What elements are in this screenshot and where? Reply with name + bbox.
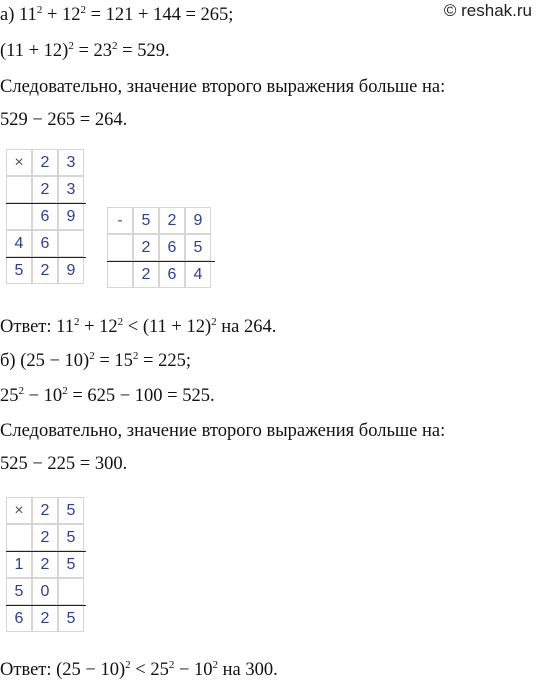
- grid-cell: 2: [32, 257, 58, 284]
- exponent: 2: [89, 350, 95, 362]
- grid-cell: 5: [185, 234, 211, 261]
- part-b-multiplication-grid: [6, 497, 84, 632]
- text: а) 11: [0, 5, 37, 25]
- part-b-line-1: [0, 350, 191, 372]
- grid-cell: 4: [185, 261, 211, 288]
- exponent: 2: [112, 40, 118, 52]
- part-a-conclusion: Следовательно, значение второго выражения больше на:: [0, 77, 446, 97]
- exponent: 2: [117, 316, 124, 328]
- exponent: 2: [125, 659, 131, 671]
- grid-cell: -: [107, 207, 133, 234]
- part-a-multiplication-grid: [6, 149, 84, 284]
- exponent: 2: [80, 4, 86, 16]
- text: 25: [0, 386, 19, 406]
- exponent: 2: [168, 659, 175, 671]
- part-a-answer: [0, 316, 276, 338]
- grid-cell: 4: [6, 230, 32, 257]
- exponent: 2: [18, 385, 24, 397]
- text: = 121 + 144 = 265;: [86, 5, 234, 25]
- grid-cell: [6, 524, 32, 551]
- text: − 10: [24, 386, 63, 406]
- grid-cell: 0: [32, 578, 58, 605]
- grid-cell: 6: [32, 203, 58, 230]
- grid-cell: [107, 234, 133, 261]
- part-b-line-2: [0, 385, 215, 407]
- text: = 15: [94, 351, 133, 371]
- text: на 264.: [216, 317, 277, 337]
- grid-cell: 3: [58, 176, 84, 203]
- grid-cell: [58, 578, 84, 605]
- exponent: 2: [211, 316, 217, 328]
- grid-cell: 2: [32, 551, 58, 578]
- grid-cell: ×: [6, 497, 32, 524]
- text: Ответ: 11: [0, 317, 74, 337]
- grid-cell: 2: [133, 234, 159, 261]
- exponent: 2: [62, 385, 68, 397]
- exponent: 2: [132, 350, 139, 362]
- grid-cell: 6: [159, 261, 185, 288]
- grid-cell: 2: [32, 176, 58, 203]
- grid-cell: 6: [159, 234, 185, 261]
- grid-cell: [6, 176, 32, 203]
- part-a-difference: 529 − 265 = 264.: [0, 110, 128, 130]
- divider-line: [6, 605, 86, 606]
- part-a-line-2: [0, 40, 170, 62]
- divider-line: [6, 257, 86, 258]
- text: = 23: [73, 41, 113, 61]
- part-a-subtraction-grid: [107, 207, 211, 288]
- watermark: © reshak.ru: [443, 1, 532, 20]
- grid-cell: 2: [133, 261, 159, 288]
- text: + 12: [42, 5, 81, 25]
- grid-cell: 5: [58, 551, 84, 578]
- grid-cell: 2: [32, 149, 58, 176]
- exponent: 2: [68, 40, 74, 52]
- text: на 300.: [218, 660, 278, 680]
- grid-cell: [6, 203, 32, 230]
- text: < (11 + 12): [123, 317, 212, 337]
- grid-cell: 6: [6, 605, 32, 632]
- grid-cell: 2: [32, 497, 58, 524]
- divider-line: [107, 261, 215, 262]
- text: − 10: [174, 660, 213, 680]
- grid-cell: [107, 261, 133, 288]
- part-b-conclusion: Следовательно, значение второго выражения больше на:: [0, 421, 446, 441]
- text: б) (25 − 10): [0, 351, 90, 371]
- grid-cell: 9: [58, 257, 84, 284]
- grid-cell: ×: [6, 149, 32, 176]
- grid-cell: 5: [6, 257, 32, 284]
- exponent: 2: [212, 659, 219, 671]
- grid-cell: 3: [58, 149, 84, 176]
- grid-cell: 2: [159, 207, 185, 234]
- grid-cell: 2: [32, 524, 58, 551]
- part-a-line-1: [0, 4, 233, 26]
- text: + 12: [79, 317, 118, 337]
- grid-cell: 5: [58, 497, 84, 524]
- grid-cell: 5: [58, 524, 84, 551]
- part-b-difference: 525 − 225 = 300.: [0, 454, 128, 474]
- divider-line: [6, 203, 86, 204]
- grid-cell: 5: [133, 207, 159, 234]
- grid-cell: 6: [32, 230, 58, 257]
- grid-cell: 5: [58, 605, 84, 632]
- grid-cell: 9: [58, 203, 84, 230]
- text: (11 + 12): [0, 41, 69, 61]
- text: Ответ: (25 − 10): [0, 660, 126, 680]
- part-b-answer: [0, 659, 278, 681]
- text: = 529.: [117, 41, 170, 61]
- exponent: 2: [73, 316, 80, 328]
- grid-cell: 9: [185, 207, 211, 234]
- grid-cell: [58, 230, 84, 257]
- divider-line: [6, 551, 86, 552]
- text: = 225;: [138, 351, 191, 371]
- grid-cell: 5: [6, 578, 32, 605]
- text: < 25: [130, 660, 169, 680]
- exponent: 2: [36, 4, 43, 16]
- text: = 625 − 100 = 525.: [67, 386, 215, 406]
- grid-cell: 1: [6, 551, 32, 578]
- grid-cell: 2: [32, 605, 58, 632]
